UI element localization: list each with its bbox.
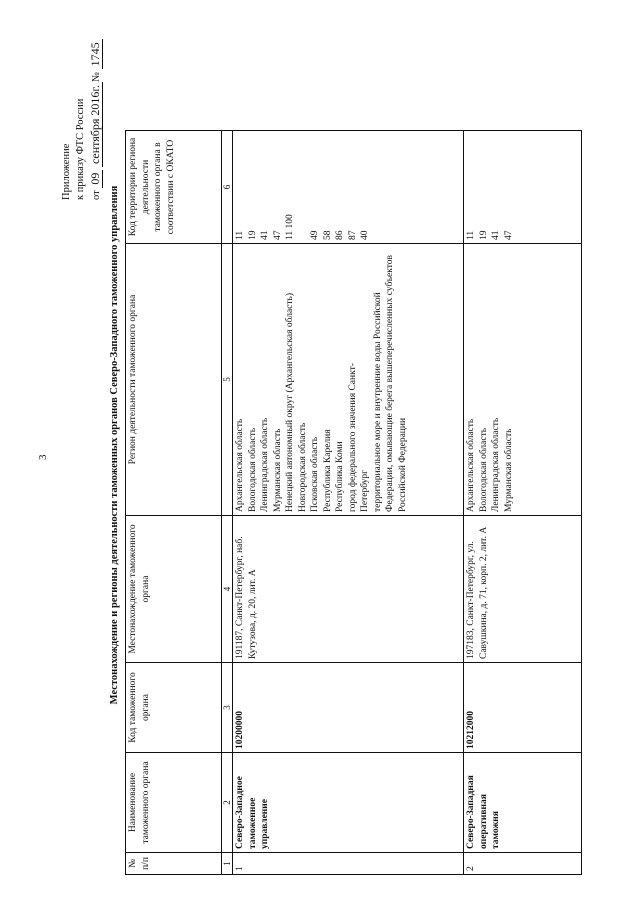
okato-code: 58 — [322, 230, 333, 240]
customs-body-location: 191187, Санкт-Петербург, наб. Кутузова, д. 20, лит. А — [233, 516, 464, 663]
region-item: Ленинградская область — [260, 417, 270, 512]
region-list — [233, 244, 464, 516]
date-month-year: сентября 2016г. — [88, 82, 103, 167]
customs-table — [125, 130, 582, 875]
header-location: Местонахождение таможенного органа — [126, 516, 222, 663]
col-number: 4 — [222, 516, 233, 663]
col-number: 2 — [222, 753, 233, 853]
customs-body-code: 10212000 — [464, 663, 582, 753]
okato-code: 11 — [466, 230, 476, 240]
okato-code: 11 100 — [285, 214, 295, 240]
region-item: Ленинградская область — [491, 417, 501, 512]
region-item: Республика Карелия — [322, 429, 333, 512]
region-item: Мурманская область — [272, 428, 283, 512]
header-row — [126, 131, 222, 875]
header-okato: Код территории региона деятельности таможенного органа в соответствии с ОКАТО — [126, 131, 222, 244]
column-number-row — [222, 131, 233, 875]
order-number: 1745 — [88, 39, 103, 69]
header-num: № п/п — [126, 853, 222, 875]
region-item: территориальное море и внутренние воды Российской Федерации, омывающие берега вышеперечисленных субъектов Российской Федерации — [372, 255, 408, 512]
region-item: Архангельская область — [235, 418, 245, 512]
region-item: Республика Коми — [335, 441, 345, 512]
region-item: Вологодская область — [247, 427, 258, 512]
table-row — [464, 131, 582, 875]
customs-body-name: Северо-Западная оперативная таможня — [464, 753, 582, 853]
region-item: Архангельская область — [466, 418, 476, 512]
col-number: 1 — [222, 853, 233, 875]
region-item: город федерального значения Санкт-Петербург — [347, 363, 370, 512]
col-number: 6 — [222, 131, 233, 244]
okato-code: 47 — [503, 230, 514, 240]
okato-code: 41 — [491, 230, 501, 240]
date-prefix: от — [91, 190, 102, 200]
appendix-block — [60, 20, 104, 200]
row-num: 2 — [464, 853, 582, 875]
customs-body-location: 197183, Санкт-Петербург, ул. Савушкина, д. 71, корп. 2, лит. А — [464, 516, 582, 663]
okato-list — [464, 131, 582, 244]
document-title: Местонахождение и регионы деятельности таможенных органов Северо-Западного таможенного управления — [109, 185, 120, 705]
appendix-date-line — [88, 20, 104, 200]
region-item: Ненецкий автономный округ (Архангельская область) — [285, 292, 295, 512]
okato-code: 19 — [478, 230, 489, 240]
okato-code: 47 — [272, 230, 283, 240]
region-item: Вологодская область — [478, 427, 489, 512]
okato-code: 49 — [310, 230, 320, 240]
table-row — [233, 131, 464, 875]
customs-body-name: Северо-Западное таможенное управление — [233, 753, 464, 853]
col-number: 3 — [222, 663, 233, 753]
appendix-order-ref: к приказу ФТС России — [75, 98, 86, 200]
okato-code: 87 — [347, 230, 358, 240]
header-code: Код таможенного органа — [126, 663, 222, 753]
region-item: Псковская область — [310, 436, 320, 512]
appendix-title: Приложение — [61, 143, 72, 200]
okato-code: 40 — [360, 230, 370, 240]
region-item: Новгородская область — [297, 422, 308, 512]
number-prefix: № — [91, 71, 102, 83]
okato-code: 41 — [260, 230, 270, 240]
okato-list — [233, 131, 464, 244]
col-number: 5 — [222, 244, 233, 516]
header-name: Наименование таможенного органа — [126, 753, 222, 853]
okato-code: 19 — [247, 230, 258, 240]
customs-body-code: 10200000 — [233, 663, 464, 753]
page-number: 3 — [37, 454, 49, 460]
region-list — [464, 244, 582, 516]
okato-code: 86 — [335, 230, 345, 240]
region-item: Мурманская область — [503, 428, 514, 512]
date-day: 09 — [88, 170, 103, 188]
okato-code: 11 — [235, 230, 245, 240]
header-region: Регион деятельности таможенного органа — [126, 244, 222, 516]
row-num: 1 — [233, 853, 464, 875]
